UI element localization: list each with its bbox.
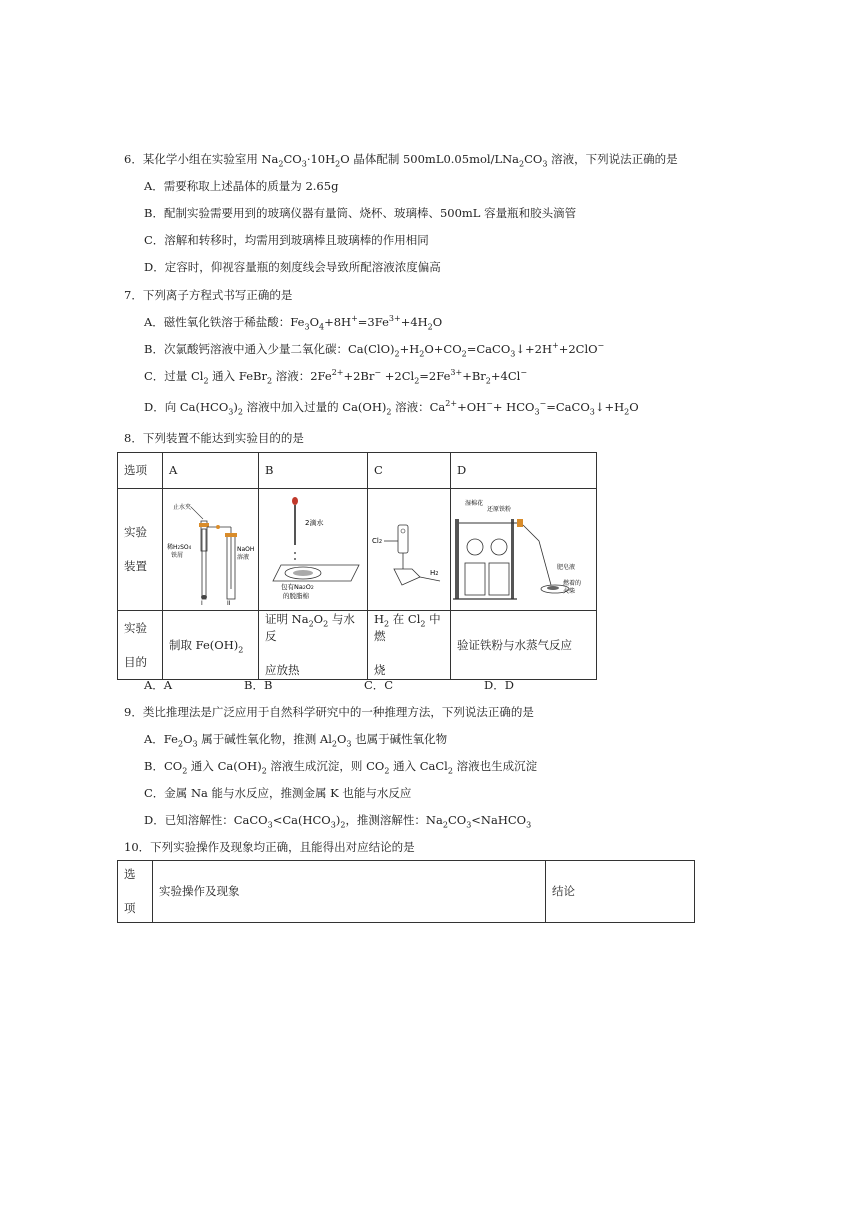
q7-option-d: D．向 $Ca(HCO_3)_2$ 溶液中加入过量的 $Ca(OH)_2$ 溶液：$Ca^{2+}+OH^-+$ $HCO_3^-=CaCO_3↓+H_2O$: [144, 399, 639, 417]
label-match: 火柴: [563, 588, 576, 595]
q6-stem: 6．某化学小组在实验室用 $Na_2CO_3\cdot 10H_2O$ 晶体配制 $500mL0.05mol/LNa_2CO_3$ 溶液，下列说法正确的是: [124, 152, 678, 169]
q8-row-label-device: 实验 装置: [118, 489, 163, 611]
label-h2: H2: [430, 569, 439, 577]
label-iron: 铁屑: [171, 552, 184, 559]
q9-stem: 9．类比推理法是广泛应用于自然科学研究中的一种推理方法，下列说法正确的是: [124, 705, 534, 719]
q7-option-a: A．磁性氧化铁溶于稀盐酸：$Fe_3O_4+8H^+=3Fe^{3+}+4H_2O$: [144, 314, 443, 332]
q7-option-b: B．次氯酸钙溶液中通入少量二氧化碳：$Ca(ClO)_2+H_2O+CO_2=CaCO_3↓+2H^++2ClO^-$: [144, 341, 605, 359]
label-acid: 稀H2SO4: [167, 544, 192, 551]
q8-purpose-a: 制取 $Fe(OH)_2$: [163, 611, 259, 680]
apparatus-d-diagram: [451, 489, 585, 605]
label-tube-2: II: [227, 600, 231, 607]
q8-header-d: D: [451, 453, 597, 489]
label-iron-powder: 还原铁粉: [487, 506, 512, 513]
q8-header-b: B: [259, 453, 368, 489]
q10-header-option: 选 项: [118, 861, 153, 923]
apparatus-c-diagram: [368, 489, 450, 605]
q8-header-c: C: [368, 453, 451, 489]
q8-device-d: [451, 489, 597, 611]
q10-header-operation: 实验操作及现象: [153, 861, 546, 923]
q10-stem: 10．下列实验操作及现象均正确，且能得出对应结论的是: [124, 840, 415, 854]
label-clamp: 止水夹: [173, 504, 192, 511]
label-naoh: NaOH: [237, 546, 255, 553]
label-water-drops: 2滴水: [305, 519, 324, 527]
apparatus-b-diagram: [259, 489, 367, 605]
q8-stem: 8．下列装置不能达到实验目的的是: [124, 431, 304, 445]
label-wet-cotton: 湿棉花: [465, 500, 484, 507]
label-burning: 燃着的: [563, 580, 582, 587]
q8-option-d: D．D: [484, 678, 514, 692]
q8-purpose-b: 证明 $Na_2O_2$ 与水反 应放热: [259, 611, 368, 680]
apparatus-a-diagram: [163, 489, 258, 605]
q8-device-c: [368, 489, 451, 611]
q6-option-d: D．定容时，仰视容量瓶的刻度线会导致所配溶液浓度偏高: [144, 260, 441, 274]
q8-purpose-c: $H_2$ 在 $Cl_2$ 中燃 烧: [368, 611, 451, 680]
label-soap: 肥皂液: [557, 564, 576, 571]
q9-option-a: A．$Fe_2O_3$ 属于碱性氧化物，推测 $Al_2O_3$ 也属于碱性氧化物: [144, 732, 448, 749]
q9-option-c: C．金属 Na 能与水反应，推测金属 K 也能与水反应: [144, 786, 412, 800]
q8-header-a: A: [163, 453, 259, 489]
label-na2o2: 包有Na2O2: [281, 583, 314, 591]
q8-device-b: [259, 489, 368, 611]
q8-option-c: C．C: [364, 678, 394, 692]
label-tube-1: I: [201, 600, 203, 607]
q8-device-a: [163, 489, 259, 611]
q8-row-label-purpose: 实验 目的: [118, 611, 163, 680]
q9-option-b: B．$CO_2$ 通入 $Ca(OH)_2$ 溶液生成沉淀，则 $CO_2$ 通入 CaCl$_2$ 溶液也生成沉淀: [144, 759, 538, 776]
q7-option-c: C．过量 $Cl_2$ 通入 FeBr$_2$ 溶液：$2Fe^{2+}+2Br^- +2Cl_2=2Fe^{3+}+Br_2+4Cl^-$: [144, 368, 528, 386]
label-cl2: Cl2: [372, 537, 383, 545]
q9-option-d: D．已知溶解性：$CaCO_3<Ca(HCO_3)_2$，推测溶解性：$Na_2CO_3<NaHCO_3$: [144, 813, 532, 830]
q6-option-a: A．需要称取上述晶体的质量为 2.65g: [144, 179, 339, 193]
q8-option-a: A．A: [144, 678, 173, 692]
q8-option-b: B．B: [244, 678, 273, 692]
label-solution: 溶液: [237, 554, 250, 561]
q6-option-c: C．溶解和转移时，均需用到玻璃棒且玻璃棒的作用相同: [144, 233, 429, 247]
q8-header-option: 选项: [118, 453, 163, 489]
q10-header-conclusion: 结论: [546, 861, 695, 923]
q8-table: [117, 452, 597, 680]
label-cotton: 的脱脂棉: [283, 592, 309, 600]
q8-options: [144, 676, 514, 692]
q10-table: [117, 860, 695, 923]
q8-purpose-d: 验证铁粉与水蒸气反应: [451, 611, 597, 680]
q7-stem: 7．下列离子方程式书写正确的是: [124, 288, 293, 302]
q6-option-b: B．配制实验需要用到的玻璃仪器有量筒、烧杯、玻璃棒、500mL 容量瓶和胶头滴管: [144, 206, 577, 220]
